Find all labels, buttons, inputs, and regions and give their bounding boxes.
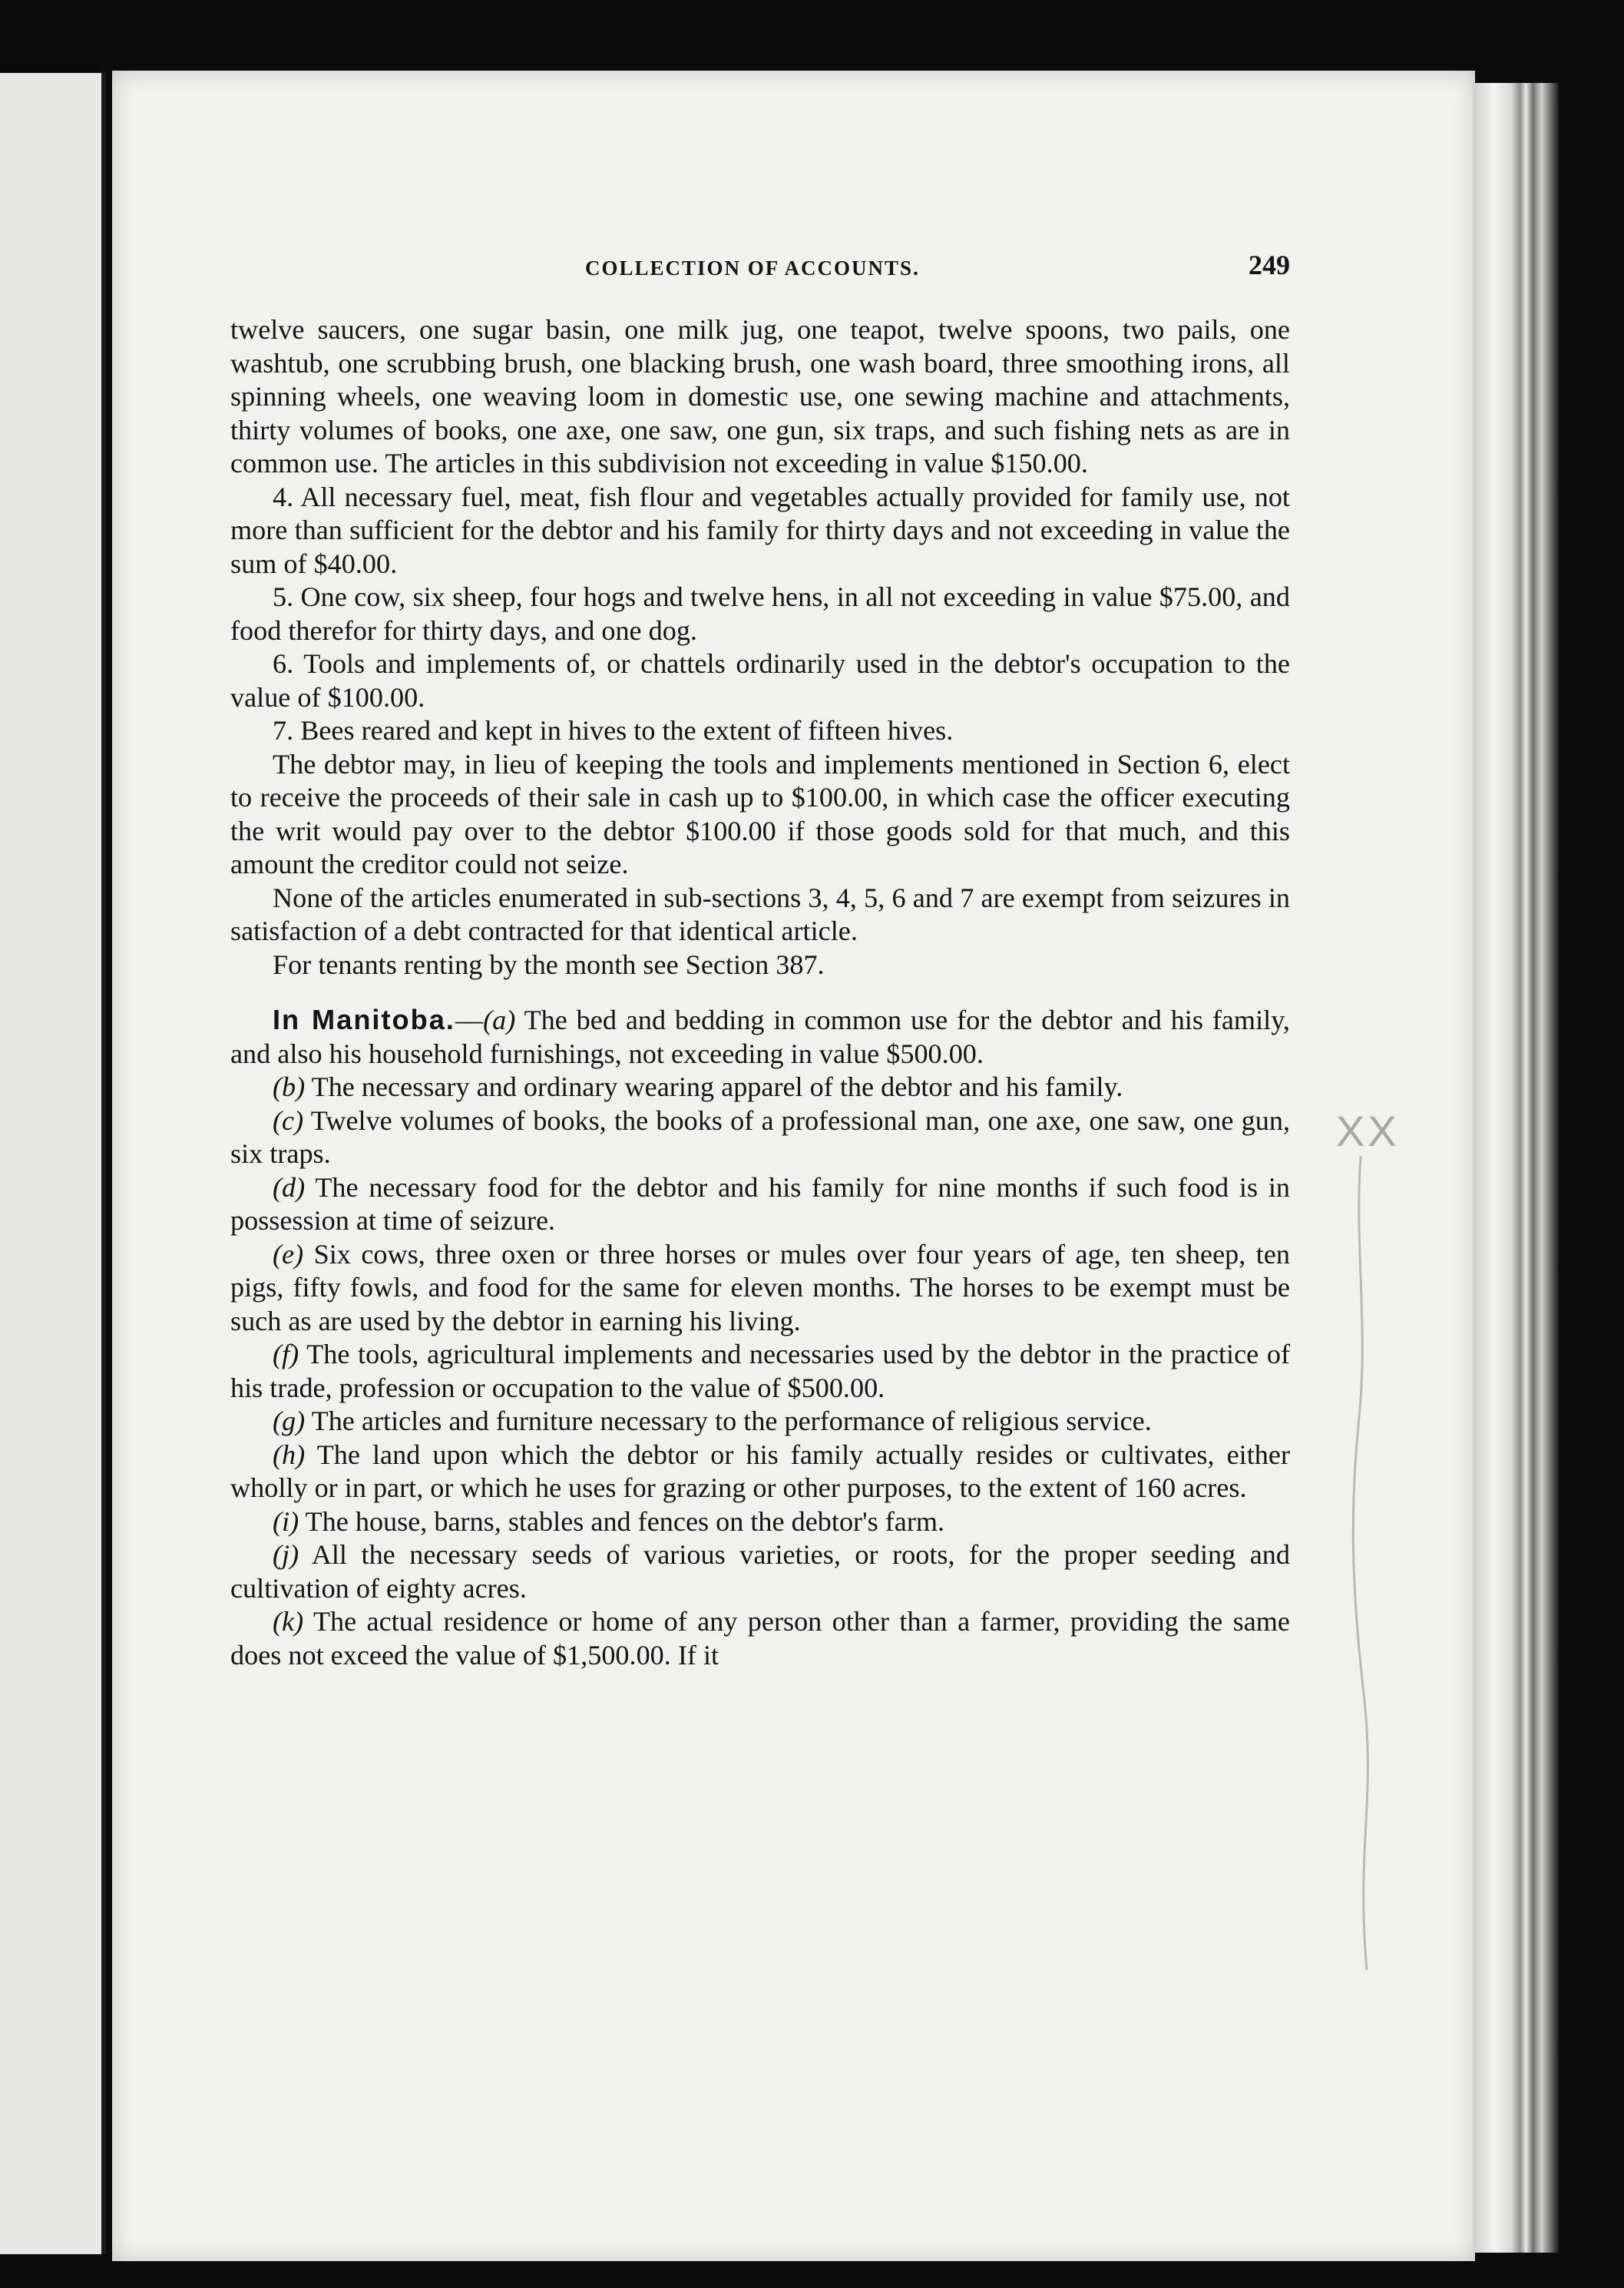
paragraph-exemption-note [230, 882, 1290, 949]
pencil-marginalia: XX [1336, 1107, 1400, 1155]
item-label: (e) [273, 1238, 304, 1270]
paragraph-text: The land upon which the debtor or his family actually resides or cultivates, either wholly or in part, or which he uses for grazing or other purposes, to the extent of 160 acres. [230, 1439, 1290, 1503]
facing-page-edge [0, 73, 106, 2254]
paragraph-text: For tenants renting by the month see Section 387. [273, 949, 825, 980]
em-dash: — [455, 1005, 484, 1035]
item-label: (a) [483, 1005, 516, 1035]
running-title: COLLECTION OF ACCOUNTS. [585, 257, 920, 280]
paragraph-text: The tools, agricultural implements and necessaries used by the debtor in the practice of his trade, profession or occupation to the value of $500.00. [230, 1339, 1290, 1403]
pencil-margin-line [1338, 1156, 1399, 2001]
paragraph-text: The debtor may, in lieu of keeping the tools and implements mentioned in Section 6, elect to receive the proceeds of their sale in cash up to $100.00, in which case the officer executing the writ would pay over to the debtor $100.00 if those goods sold for that much, and this amount the creditor could not seize. [230, 748, 1290, 879]
item-label: (h) [273, 1439, 306, 1470]
section-heading-manitoba: In Manitoba. [273, 1004, 455, 1035]
paragraph-continued [230, 313, 1290, 481]
paragraph-manitoba-i [230, 1505, 1290, 1539]
page-number: 249 [1249, 250, 1290, 280]
paragraph-item-6 [230, 647, 1290, 714]
paragraph-item-7 [230, 714, 1290, 748]
running-head [230, 178, 1290, 280]
paragraph-text: 5. One cow, six sheep, four hogs and twelve hens, in all not exceeding in value $75.00, and food therefor for thirty days, and one dog. [230, 581, 1290, 646]
paragraph-text: The house, barns, stables and fences on the debtor's farm. [299, 1505, 945, 1537]
paragraph-text: 4. All necessary fuel, meat, fish flour and vegetables actually provided for family use, not more than sufficient for the debtor and his family for thirty days and not exceeding in value the sum of $40.00. [230, 481, 1290, 579]
item-label: (j) [273, 1539, 299, 1570]
paragraph-manitoba-j [230, 1538, 1290, 1605]
page-stack-edge [1473, 83, 1559, 2253]
item-label: (c) [273, 1104, 304, 1136]
paragraph-text: The bed and bedding in common use for the debtor and his family, and also his household furnishings, not exceeding in value $500.00. [230, 1005, 1290, 1069]
paragraph-manitoba-a [230, 1003, 1290, 1071]
paragraph-manitoba-e [230, 1238, 1290, 1339]
paragraph-text: The necessary food for the debtor and his family for nine months if such food is in possession at time of seizure. [230, 1171, 1290, 1236]
paragraph-text: 6. Tools and implements of, or chattels ordinarily used in the debtor's occupation to the value of $100.00. [230, 648, 1290, 713]
item-label: (g) [273, 1406, 306, 1436]
paragraph-text: twelve saucers, one sugar basin, one milk jug, one teapot, twelve spoons, two pails, one washtub, one scrubbing brush, one blacking brush, one wash board, three smoothing irons, all spinning wheels, one weaving loom in domestic use, one sewing machine and attachments, thirty volumes of books, one axe, one saw, one gun, six traps, and such fishing nets as are in common use. The articles in this subdivision not exceeding in value $150.00. [230, 314, 1290, 478]
paragraph-tools-cash [230, 748, 1290, 882]
paragraph-text: None of the articles enumerated in sub-sections 3, 4, 5, 6 and 7 are exempt from seizures in satisfaction of a debt contracted for that identical article. [230, 882, 1290, 946]
paragraph-text: 7. Bees reared and kept in hives to the extent of fifteen hives. [273, 715, 954, 746]
item-label: (k) [273, 1606, 304, 1637]
paragraph-tenants [230, 949, 1290, 982]
paragraph-manitoba-k [230, 1605, 1290, 1672]
paragraph-item-5 [230, 581, 1290, 647]
item-label: (f) [273, 1339, 299, 1369]
paragraph-text: Twelve volumes of books, the books of a professional man, one axe, one saw, one gun, six traps. [230, 1104, 1290, 1169]
paragraph-text: The articles and furniture necessary to the performance of religious service. [305, 1406, 1152, 1436]
paragraph-manitoba-d [230, 1171, 1290, 1238]
item-label: (b) [273, 1071, 306, 1102]
item-label: (i) [273, 1505, 299, 1537]
paragraph-text: All the necessary seeds of various varieties, or roots, for the proper seeding and cultivation of eighty acres. [230, 1539, 1290, 1604]
paragraph-manitoba-f [230, 1338, 1290, 1405]
paragraph-manitoba-h [230, 1439, 1290, 1505]
paragraph-item-4 [230, 481, 1290, 581]
paragraph-manitoba-g [230, 1405, 1290, 1439]
paragraph-manitoba-b [230, 1071, 1290, 1104]
paragraph-text: The necessary and ordinary wearing apparel of the debtor and his family. [305, 1071, 1123, 1102]
paragraph-text: Six cows, three oxen or three horses or mules over four years of age, ten sheep, ten pigs, fifty fowls, and food for the same for eleven months. The horses to be exempt must be such as are used by the debtor in earning his living. [230, 1238, 1290, 1336]
item-label: (d) [273, 1171, 306, 1203]
body-text [230, 313, 1290, 1672]
paragraph-text: The actual residence or home of any person other than a farmer, providing the same does not exceed the value of $1,500.00. If it [230, 1606, 1290, 1670]
paragraph-manitoba-c [230, 1104, 1290, 1171]
